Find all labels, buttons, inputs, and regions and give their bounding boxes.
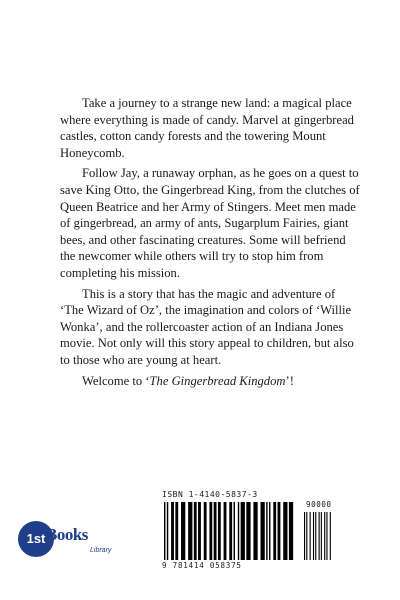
closing-suffix: ’! (285, 373, 294, 388)
logo-name: Books (46, 525, 88, 544)
blurb-paragraph-1: Take a journey to a strange new land: a magical place where everything is made of candy. Marvel at gingerbread castles, cotton candy forests and the towering Mount Honeycomb. (60, 96, 354, 160)
blurb-paragraph-3: This is a story that has the magic and adventure of ‘The Wizard of Oz’, the imagination and colors of ‘Willie Wonka’, and the rollercoaster action of an Indiana Jones movie. Not only will this story appeal to children, but also to those who are young at heart. (60, 286, 354, 367)
isbn-barcode (160, 490, 335, 570)
closing-prefix: Welcome to ‘ (82, 373, 150, 388)
barcode-bars (164, 502, 332, 562)
blurb-closing-line (60, 373, 360, 390)
publisher-logo (18, 515, 148, 563)
logo-mark: 1st (18, 521, 54, 557)
isbn-label: ISBN 1-4140-5837-3 (162, 490, 258, 499)
blurb-paragraph-2: Follow Jay, a runaway orphan, as he goes on a quest to save King Otto, the Gingerbread King, from the clutches of Queen Beatrice and her Army of Stingers. Meet men made of gingerbread, an army of ants, Sugarplum Fairies, giant bees, and other fascinating creatures. Some will befriend the newcomer while others will try to stop him from completing his mission. (60, 166, 360, 280)
book-title: The Gingerbread Kingdom (149, 373, 286, 388)
logo-subtitle: Library (90, 547, 112, 554)
barcode-digits: 9 781414 058375 (162, 561, 242, 570)
barcode-addon-digits: 90000 (306, 500, 332, 509)
back-cover-blurb (60, 95, 360, 393)
